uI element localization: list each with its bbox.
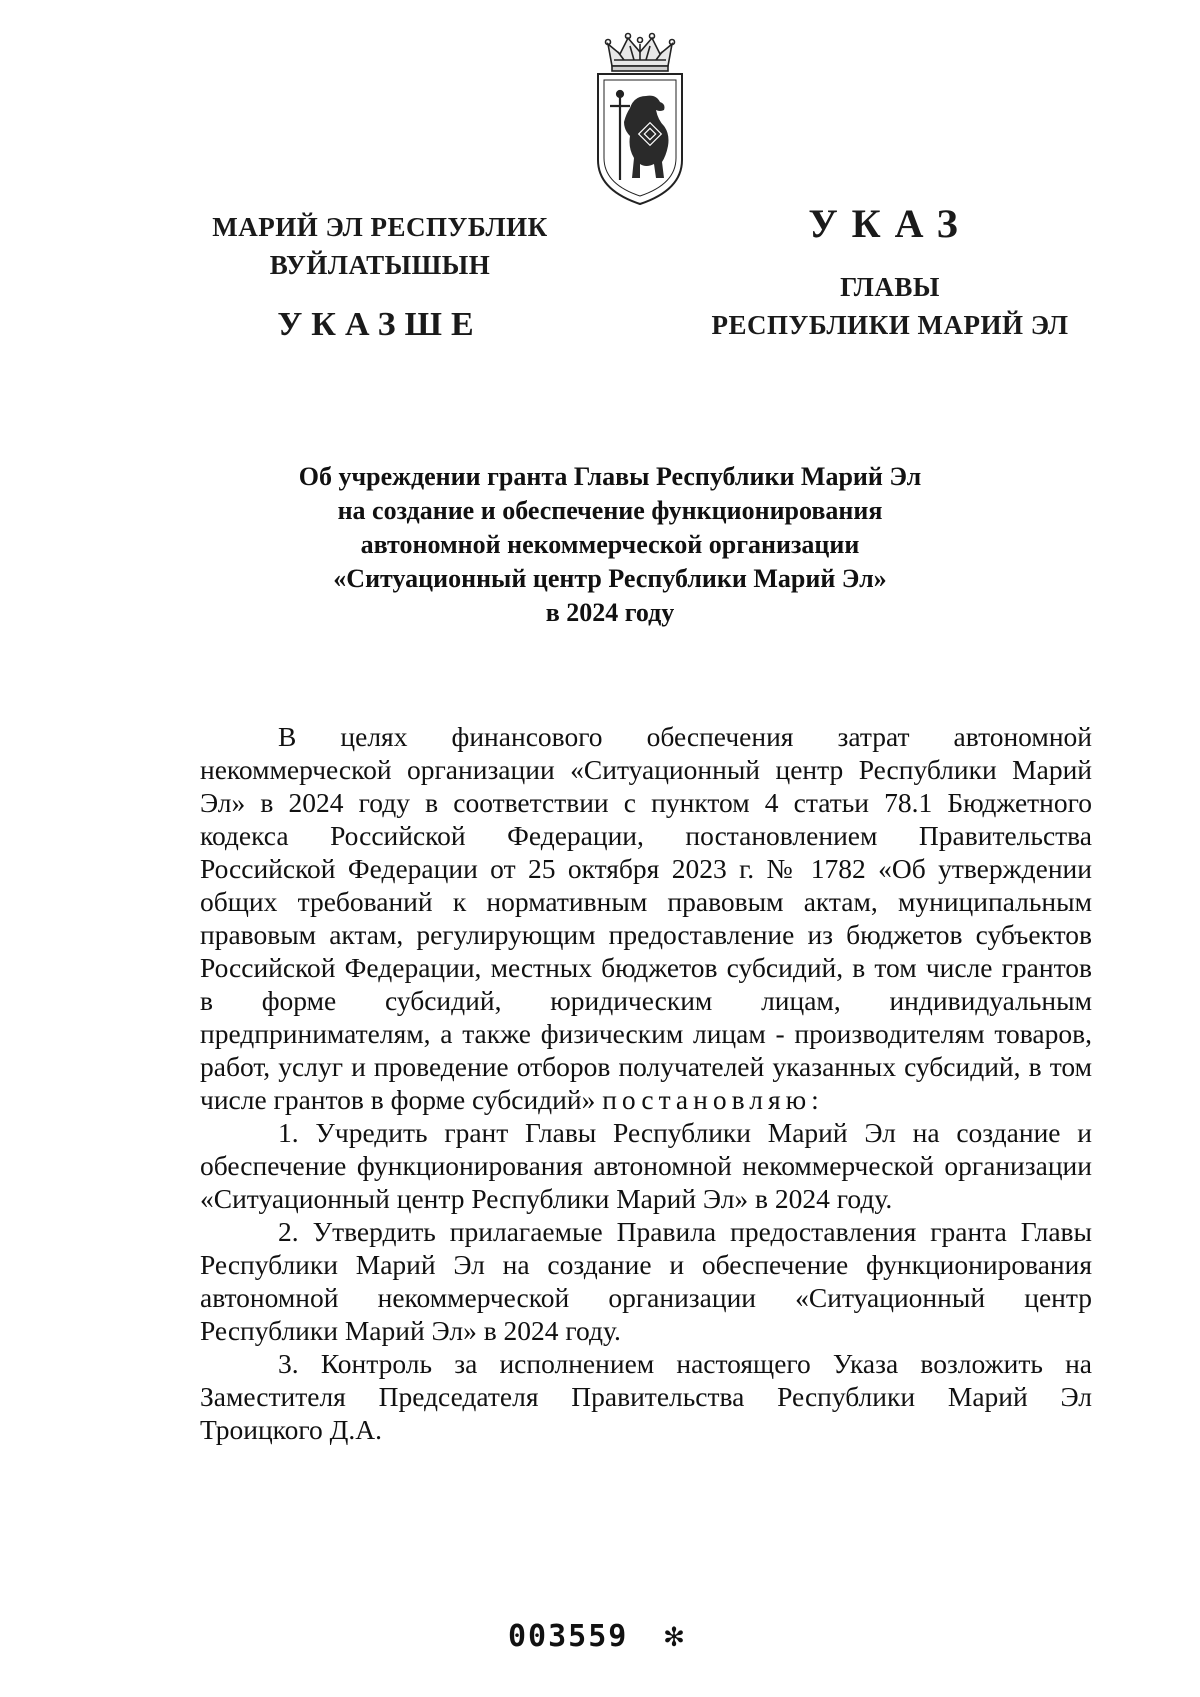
coat-of-arms-bear-icon bbox=[584, 30, 696, 208]
preamble-text: В целях финансового обеспечения затрат автономной некоммерческой организации «Ситуационный центр Республики Марий Эл» в 2024 году в соответствии с пунктом 4 статьи 78.1 Бюджетного кодекса Российской Федерации, постановлением Правительства Российской Федерации от 25 октября 2023 г. № 1782 «Об утверждении общих требований к нормативным правовым актам, муниципальным правовым актам, регулирующим предоставление из бюджетов субъектов Российской Федерации, местных бюджетов субсидий, в том числе грантов в форме субсидий, юридическим лицам, индивидуальным предпринимателям, а также физическим лицам - производителям товаров, работ, услуг и проведение отборов получателей указанных субсидий, в том числе грантов в форме субсидий» bbox=[200, 721, 1092, 1115]
asterisk-icon: ✻ bbox=[664, 1616, 686, 1654]
document-title bbox=[230, 460, 990, 630]
preamble-paragraph bbox=[200, 720, 1092, 1116]
header-left-line1: МАРИЙ ЭЛ РЕСПУБЛИК bbox=[212, 212, 548, 242]
item-2: 2. Утвердить прилагаемые Правила предоставления гранта Главы Республики Марий Эл на создание и обеспечение функционирования автономной некоммерческой организации «Ситуационный центр Республики Марий Эл» в 2024 году. bbox=[200, 1216, 1092, 1346]
title-line5: в 2024 году bbox=[545, 598, 675, 627]
header-right-block bbox=[670, 200, 1110, 344]
title-line4: «Ситуационный центр Республики Марий Эл» bbox=[333, 564, 887, 593]
header-left-line2: ВУЙЛАТЫШЫН bbox=[269, 250, 491, 280]
header-left-block bbox=[170, 208, 590, 344]
document-footer bbox=[508, 1616, 686, 1654]
header-left-line3: УКАЗШЕ bbox=[277, 306, 483, 343]
item-1: 1. Учредить грант Главы Республики Марий Эл на создание и обеспечение функционирования автономной некоммерческой организации «Ситуационный центр Республики Марий Эл» в 2024 году. bbox=[200, 1117, 1092, 1214]
title-line3: автономной некоммерческой организации bbox=[360, 530, 860, 559]
document-number: 003559 bbox=[508, 1619, 629, 1654]
header-right-line2: ГЛАВЫ bbox=[840, 272, 940, 302]
header-right-line3: РЕСПУБЛИКИ МАРИЙ ЭЛ bbox=[711, 310, 1069, 340]
title-line2: на создание и обеспечение функционирования bbox=[337, 496, 883, 525]
title-line1: Об учреждении гранта Главы Республики Марий Эл bbox=[298, 462, 922, 491]
document-body bbox=[200, 720, 1092, 1446]
header-right-line1: УКАЗ bbox=[808, 201, 972, 246]
item-3: 3. Контроль за исполнением настоящего Указа возложить на Заместителя Председателя Правительства Республики Марий Эл Троицкого Д.А. bbox=[200, 1348, 1092, 1445]
decree-word: постановляю: bbox=[602, 1084, 824, 1115]
